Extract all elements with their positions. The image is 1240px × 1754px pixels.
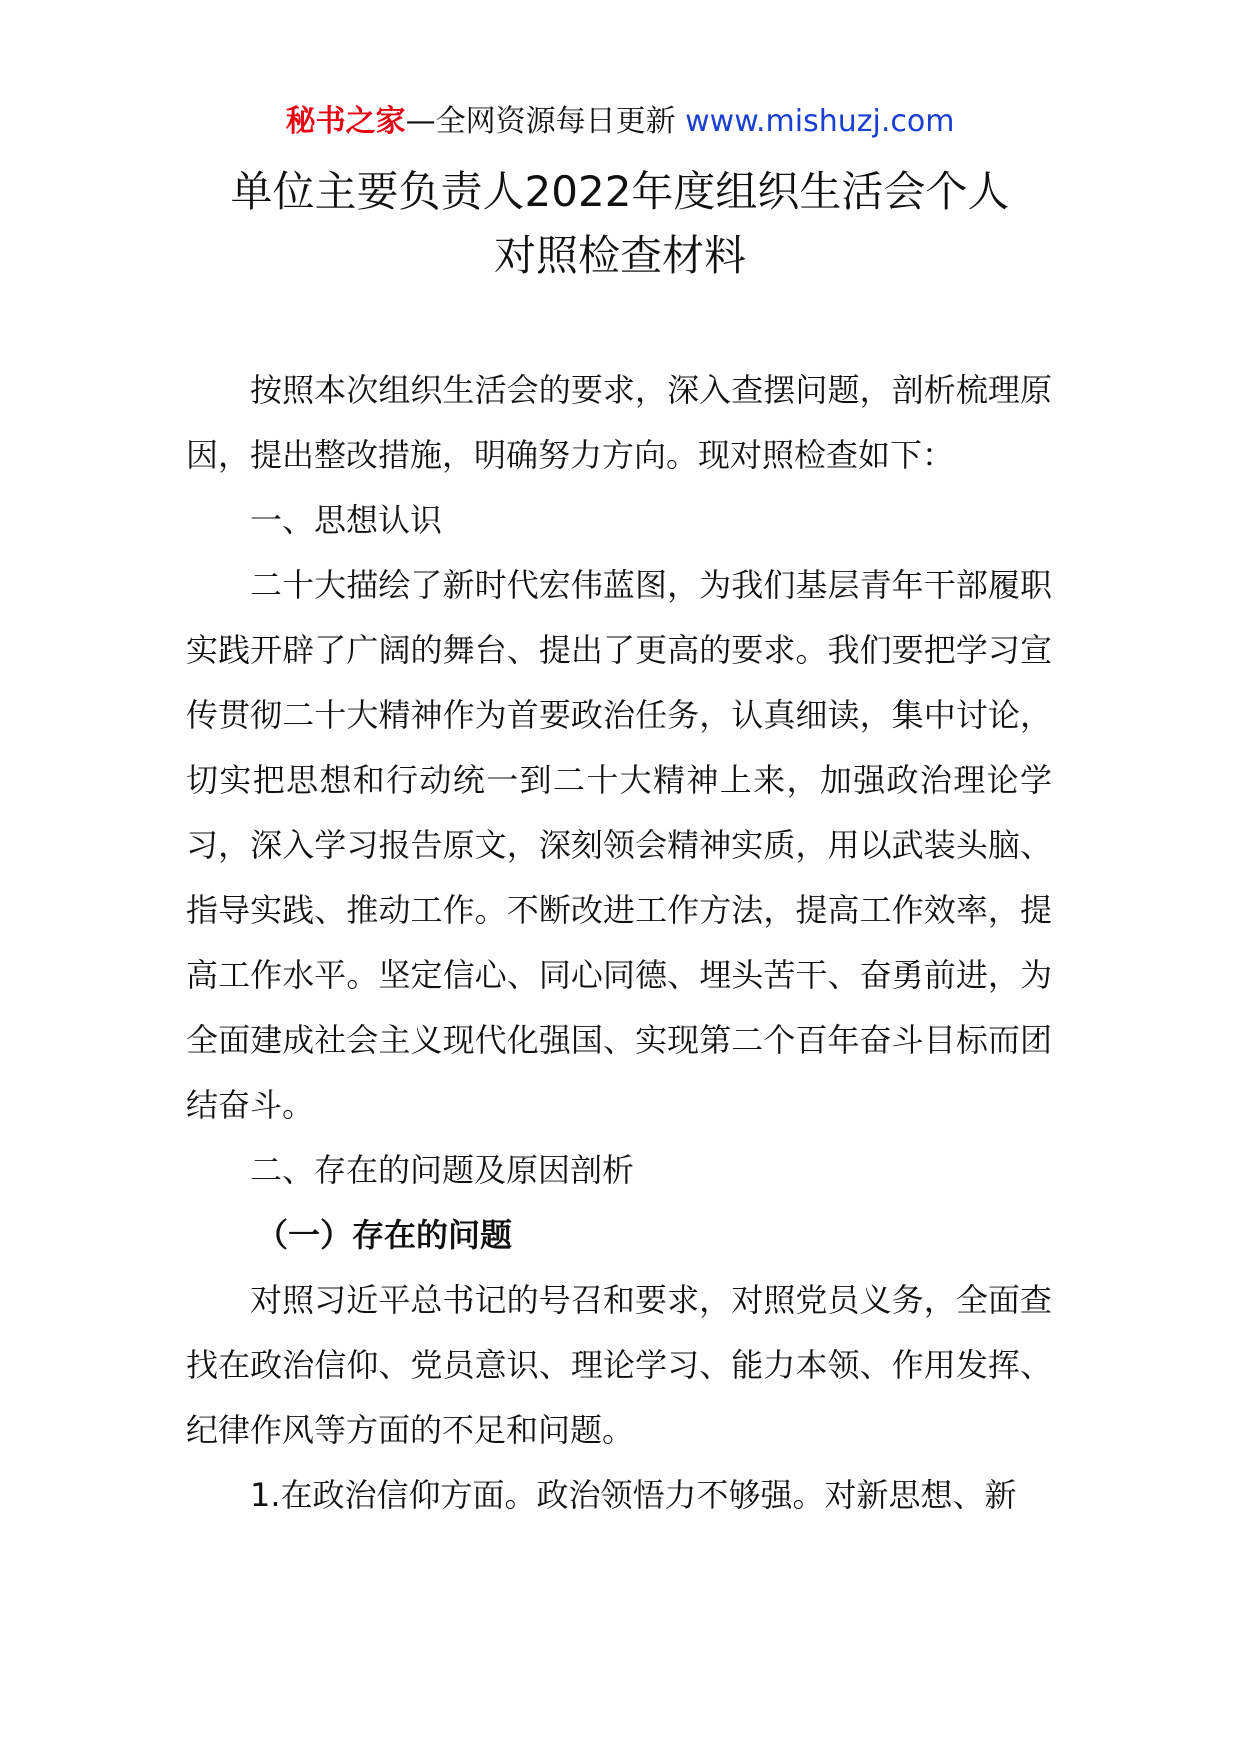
document-body (186, 358, 1052, 1528)
brand-name: 秘书之家 (285, 104, 406, 139)
list-item-political-belief: 1.在政治信仰方面。政治领悟力不够强。对新思想、新 (250, 1476, 1017, 1514)
section-heading-thinking: 一、思想认识 (250, 501, 443, 539)
header-slogan: —全网资源每日更新 (405, 104, 686, 139)
section-paragraph-thinking: 二十大描绘了新时代宏伟蓝图，为我们基层青年干部履职实践开辟了广阔的舞台、提出了更高的要求。我们要把学习宣传贯彻二十大精神作为首要政治任务，认真细读，集中讨论，切实把思想和行动统一到二十大精神上来，加强政治理论学习，深入学习报告原文，深刻领会精神实质，用以武装头脑、指导实践、推动工作。不断改进工作方法，提高工作效率，提高工作水平。坚定信心、同心同德、埋头苦干、奋勇前进，为全面建成社会主义现代化强国、实现第二个百年奋斗目标而团结奋斗。 (186, 566, 1052, 1124)
site-url-link[interactable]: www.mishuzj.com (685, 104, 955, 139)
subheading-existing-problems: （一）存在的问题 (256, 1216, 513, 1254)
document-title-line-1: 单位主要负责人2022年度组织生活会个人 (230, 167, 1010, 216)
document-title-line-2: 对照检查材料 (493, 231, 746, 280)
intro-paragraph: 按照本次组织生活会的要求，深入查摆问题，剖析梳理原因，提出整改措施，明确努力方向。现对照检查如下： (186, 371, 1052, 474)
document-title (140, 160, 1100, 288)
section-heading-problems: 二、存在的问题及原因剖析 (250, 1151, 635, 1189)
site-header (0, 100, 1240, 144)
section-paragraph-problems: 对照习近平总书记的号召和要求，对照党员义务，全面查找在政治信仰、党员意识、理论学习、能力本领、作用发挥、纪律作风等方面的不足和问题。 (186, 1281, 1052, 1449)
